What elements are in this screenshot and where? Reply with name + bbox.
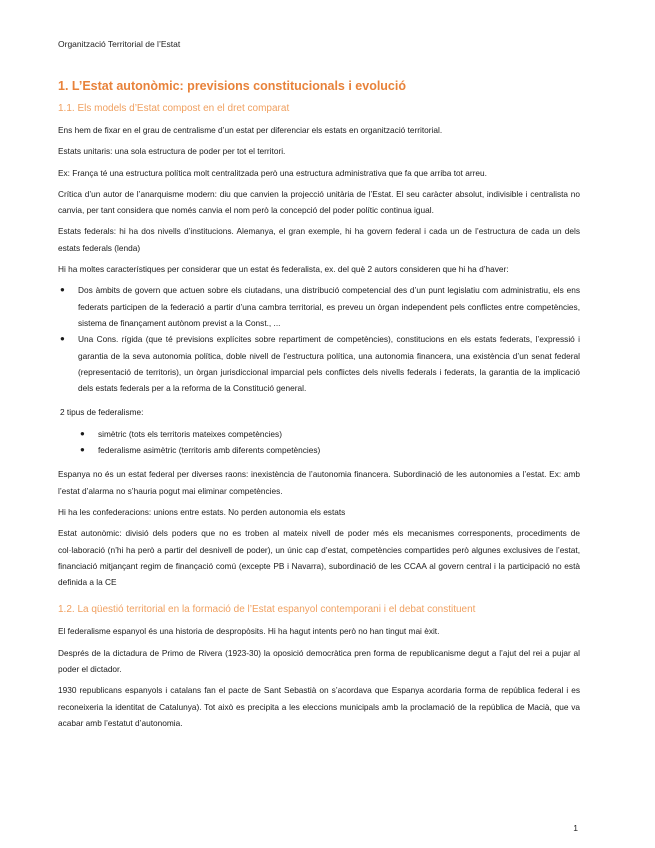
federalism-types-list [58, 426, 580, 459]
running-header: Organització Territorial de l’Estat [58, 39, 181, 49]
page-number: 1 [573, 823, 578, 833]
document-body [58, 78, 580, 736]
list-item [58, 282, 580, 331]
federalism-characteristics-list [58, 282, 580, 396]
list-item-text: simètric (tots els territoris mateixes competències) [98, 428, 282, 439]
list-item-text: Una Cons. rígida (que té previsions explícites sobre repartiment de competències), constitucions en els estats federats, l’expressió i garantia de la seva autonomia política, doble nivell de l’estructura política, una autonomia financera, una existència d’un senat federal (representació de territoris), un òrgan jurisdiccional imparcial pels conflictes dels nivells federals i federats, la garantia de la implicació dels estats federals per a la reforma de la Constitució general. [78, 334, 580, 394]
bullet-icon: ● [80, 445, 85, 455]
bullet-icon: ● [60, 334, 65, 344]
paragraph: Espanya no és un estat federal per diverses raons: inexistència de l’autonomia financera. Subordinació de les autonomies a l’estat. Ex: amb l’estat d’alarma no s’hauria pogut mai eliminar competències. [58, 469, 580, 496]
subsection-title-1-1: 1.1. Els models d’Estat compost en el dret comparat [58, 103, 290, 114]
section-spacer [58, 595, 580, 603]
list-item [58, 331, 580, 396]
paragraph: Estat autonòmic: divisió dels poders que no es troben al mateix nivell de poder més els mecanismes corresponents, procediments de col·laboració (n’hi ha però a partir del desnivell de poder), un únic cap d’estat, competències compartides però algunes exclusives de l’estat, financiació mitjançant regim de finançació comú (excepte PB i Navarra), subordinació de les CCAA al govern central i la participació no està definida a la CE [58, 528, 580, 588]
paragraph: El federalisme espanyol és una historia de despropòsits. Hi ha hagut intents però no han tingut mai èxit. [58, 626, 440, 637]
bullet-icon: ● [60, 285, 65, 295]
paragraph: Crítica d’un autor de l’anarquisme modern: diu que canvien la projecció unitària de l’Estat. El seu caràcter absolut, indivisible i centralista no canvia, per tant considera que només canvia el nom però la concepció del poder polític continua igual. [58, 188, 580, 216]
bullet-icon: ● [80, 428, 85, 438]
paragraph: Estats federals: hi ha dos nivells d’institucions. Alemanya, el gran exemple, hi ha govern federal i cada un de l’estructura de cada un dels estats federals (lenda) [58, 226, 580, 253]
subsection-title-1-2: 1.2. La qüestió territorial en la formació de l’Estat espanyol contemporani i el debat constituent [58, 604, 476, 616]
paragraph: Ex: França té una estructura política molt centralitzada però una estructura administrativa que fa que arriba tot arreu. [58, 167, 487, 178]
list-item-text: Dos àmbits de govern que actuen sobre els ciutadans, una distribució competencial des d’un punt legislatiu com administratiu, els ens federats participen de la federació a partir d’una cambra territorial, es preveu un òrgan independent pels conflictes entre competències, sistema de finançament autònom previst a la Const., ... [78, 285, 580, 328]
paragraph: Estats unitaris: una sola estructura de poder per tot el territori. [58, 146, 286, 157]
paragraph: Hi ha moltes característiques per considerar que un estat és federalista, ex. del què 2 autors consideren que hi ha d’haver: [58, 264, 509, 275]
list-item-text: federalisme asimètric (territoris amb diferents competències) [98, 445, 321, 456]
list-item [58, 442, 580, 458]
paragraph: 1930 republicans espanyols i catalans fan el pacte de Sant Sebastià on s’acordava que Espanya acordaria forma de república federal i es reconeixeria la identitat de Catalunya). Tot això es precipita a les eleccions municipals amb la proclamació de la república de Macià, que va acabar amb l’estatut d’autonomia. [58, 685, 580, 728]
list-item [58, 426, 580, 442]
paragraph: Ens hem de fixar en el grau de centralisme d’un estat per diferenciar els estats en organització territorial. [58, 125, 443, 135]
paragraph: Després de la dictadura de Primo de Rivera (1923-30) la oposició democràtica pren forma de republicanisme degut a l’ajut del rei a pujar al poder el dictador. [58, 647, 580, 675]
section-title: 1. L’Estat autonòmic: previsions constitucionals i evolució [58, 79, 406, 93]
paragraph: Hi ha les confederacions: unions entre estats. No perden autonomia els estats [58, 506, 346, 517]
federalism-types-label: 2 tipus de federalisme: [60, 407, 144, 418]
